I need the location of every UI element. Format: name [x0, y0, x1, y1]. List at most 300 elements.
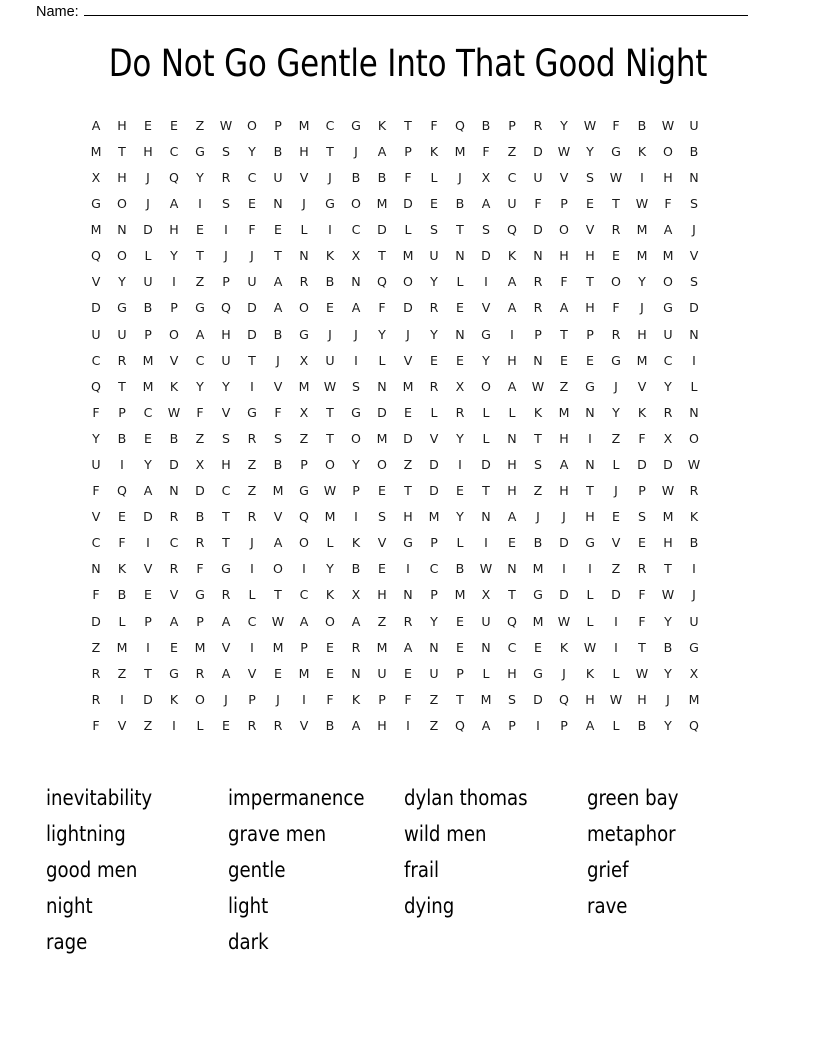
grid-cell[interactable]: W [557, 613, 571, 629]
grid-cell[interactable]: Z [195, 274, 205, 290]
grid-cell[interactable]: O [273, 561, 283, 577]
grid-cell[interactable]: G [247, 404, 257, 420]
grid-cell[interactable]: R [247, 717, 257, 733]
grid-cell[interactable]: E [326, 665, 334, 681]
grid-cell[interactable]: Y [560, 117, 568, 133]
grid-cell[interactable]: P [248, 691, 256, 707]
grid-cell[interactable]: L [482, 430, 490, 446]
grid-cell[interactable]: B [325, 274, 335, 290]
grid-cell[interactable]: M [116, 639, 128, 655]
grid-cell[interactable]: B [481, 117, 491, 133]
grid-cell[interactable]: P [456, 665, 464, 681]
grid-cell[interactable]: P [560, 196, 568, 212]
grid-cell[interactable]: P [196, 613, 204, 629]
grid-cell[interactable]: B [273, 456, 283, 472]
grid-cell[interactable]: Z [247, 483, 257, 499]
grid-cell[interactable]: I [692, 561, 696, 577]
grid-cell[interactable]: H [377, 717, 387, 733]
grid-cell[interactable]: W [531, 378, 545, 394]
grid-cell[interactable]: P [638, 483, 646, 499]
grid-cell[interactable]: U [429, 248, 439, 264]
grid-cell[interactable]: F [92, 483, 100, 499]
grid-cell[interactable]: I [198, 196, 202, 212]
grid-cell[interactable]: R [247, 430, 257, 446]
grid-cell[interactable]: M [454, 587, 466, 603]
grid-cell[interactable]: E [586, 352, 594, 368]
grid-cell[interactable]: K [169, 378, 179, 394]
grid-cell[interactable]: L [430, 169, 438, 185]
grid-cell[interactable]: F [612, 300, 620, 316]
grid-cell[interactable]: I [120, 456, 124, 472]
grid-cell[interactable]: Y [92, 430, 100, 446]
grid-cell[interactable]: Q [299, 509, 309, 525]
grid-cell[interactable]: C [663, 352, 673, 368]
grid-cell[interactable]: H [637, 326, 647, 342]
grid-cell[interactable]: F [534, 196, 542, 212]
grid-cell[interactable]: N [351, 665, 361, 681]
grid-cell[interactable]: N [689, 326, 699, 342]
grid-cell[interactable]: T [118, 143, 126, 159]
grid-cell[interactable]: G [585, 535, 595, 551]
grid-cell[interactable]: E [534, 639, 542, 655]
grid-cell[interactable]: N [585, 404, 595, 420]
grid-cell[interactable]: L [378, 352, 386, 368]
grid-cell[interactable]: Z [91, 639, 101, 655]
grid-cell[interactable]: Y [664, 717, 672, 733]
grid-cell[interactable]: M [324, 509, 336, 525]
grid-cell[interactable]: H [169, 222, 179, 238]
grid-cell[interactable]: K [117, 561, 127, 577]
grid-cell[interactable]: I [614, 639, 618, 655]
grid-cell[interactable]: Q [507, 613, 517, 629]
grid-cell[interactable]: I [484, 274, 488, 290]
grid-cell[interactable]: E [326, 639, 334, 655]
grid-cell[interactable]: K [377, 117, 387, 133]
grid-cell[interactable]: V [169, 352, 179, 368]
grid-cell[interactable]: L [248, 587, 256, 603]
grid-cell[interactable]: I [120, 691, 124, 707]
grid-cell[interactable]: E [170, 117, 178, 133]
grid-cell[interactable]: A [169, 196, 179, 212]
grid-cell[interactable]: F [196, 561, 204, 577]
grid-cell[interactable]: U [481, 613, 491, 629]
grid-cell[interactable]: Q [169, 169, 179, 185]
grid-cell[interactable]: N [481, 509, 491, 525]
grid-cell[interactable]: Y [144, 456, 152, 472]
grid-cell[interactable]: V [559, 169, 569, 185]
grid-cell[interactable]: V [481, 300, 491, 316]
grid-cell[interactable]: T [456, 222, 464, 238]
grid-cell[interactable]: R [611, 222, 621, 238]
grid-cell[interactable]: R [91, 691, 101, 707]
grid-cell[interactable]: C [351, 222, 361, 238]
grid-cell[interactable]: Q [117, 483, 127, 499]
grid-cell[interactable]: B [169, 430, 179, 446]
grid-cell[interactable]: W [557, 143, 571, 159]
grid-cell[interactable]: G [299, 483, 309, 499]
grid-cell[interactable]: R [195, 665, 205, 681]
grid-cell[interactable]: L [300, 222, 308, 238]
grid-cell[interactable]: N [455, 248, 465, 264]
grid-cell[interactable]: M [558, 404, 570, 420]
grid-cell[interactable]: I [354, 352, 358, 368]
grid-cell[interactable]: J [354, 143, 358, 159]
grid-cell[interactable]: G [169, 665, 179, 681]
grid-cell[interactable]: G [533, 587, 543, 603]
grid-cell[interactable]: U [273, 169, 283, 185]
grid-cell[interactable]: J [692, 222, 696, 238]
grid-cell[interactable]: P [170, 300, 178, 316]
grid-cell[interactable]: M [428, 509, 440, 525]
grid-cell[interactable]: L [612, 717, 620, 733]
grid-cell[interactable]: B [143, 300, 153, 316]
grid-cell[interactable]: R [299, 274, 309, 290]
grid-cell[interactable]: G [481, 326, 491, 342]
grid-cell[interactable]: D [403, 300, 413, 316]
grid-cell[interactable]: I [588, 561, 592, 577]
grid-cell[interactable]: N [429, 639, 439, 655]
grid-cell[interactable]: T [222, 509, 230, 525]
grid-cell[interactable]: D [143, 691, 153, 707]
grid-cell[interactable]: L [404, 222, 412, 238]
grid-cell[interactable]: T [274, 248, 282, 264]
grid-cell[interactable]: W [635, 665, 649, 681]
grid-cell[interactable]: G [689, 639, 699, 655]
grid-cell[interactable]: E [274, 222, 282, 238]
grid-cell[interactable]: E [508, 535, 516, 551]
grid-cell[interactable]: X [455, 378, 465, 394]
grid-cell[interactable]: M [662, 509, 674, 525]
grid-cell[interactable]: G [533, 665, 543, 681]
grid-cell[interactable]: A [559, 456, 569, 472]
grid-cell[interactable]: Y [430, 326, 438, 342]
grid-cell[interactable]: M [454, 143, 466, 159]
grid-cell[interactable]: F [664, 196, 672, 212]
grid-cell[interactable]: V [299, 717, 309, 733]
grid-cell[interactable]: G [663, 300, 673, 316]
grid-cell[interactable]: D [91, 613, 101, 629]
grid-cell[interactable]: R [689, 483, 699, 499]
grid-cell[interactable]: O [559, 222, 569, 238]
grid-cell[interactable]: D [169, 456, 179, 472]
grid-cell[interactable]: R [169, 561, 179, 577]
grid-cell[interactable]: M [480, 691, 492, 707]
grid-cell[interactable]: W [583, 117, 597, 133]
grid-cell[interactable]: Z [559, 378, 569, 394]
grid-cell[interactable]: R [247, 509, 257, 525]
grid-cell[interactable]: W [687, 456, 701, 472]
grid-cell[interactable]: E [378, 483, 386, 499]
grid-cell[interactable]: L [144, 248, 152, 264]
grid-cell[interactable]: L [456, 535, 464, 551]
grid-cell[interactable]: N [507, 430, 517, 446]
grid-cell[interactable]: Y [248, 143, 256, 159]
grid-cell[interactable]: I [224, 222, 228, 238]
grid-cell[interactable]: E [430, 352, 438, 368]
grid-cell[interactable]: P [300, 456, 308, 472]
grid-cell[interactable]: Y [612, 404, 620, 420]
grid-cell[interactable]: F [638, 587, 646, 603]
grid-cell[interactable]: J [146, 196, 150, 212]
grid-cell[interactable]: I [458, 456, 462, 472]
grid-cell[interactable]: D [533, 691, 543, 707]
grid-cell[interactable]: A [221, 613, 231, 629]
grid-cell[interactable]: W [323, 378, 337, 394]
grid-cell[interactable]: B [533, 535, 543, 551]
grid-cell[interactable]: H [403, 509, 413, 525]
grid-cell[interactable]: A [273, 535, 283, 551]
grid-cell[interactable]: H [507, 456, 517, 472]
grid-cell[interactable]: W [661, 587, 675, 603]
grid-cell[interactable]: R [169, 509, 179, 525]
grid-cell[interactable]: I [510, 326, 514, 342]
grid-cell[interactable]: H [221, 326, 231, 342]
grid-cell[interactable]: T [404, 483, 412, 499]
grid-cell[interactable]: A [585, 717, 595, 733]
grid-cell[interactable]: A [195, 326, 205, 342]
grid-cell[interactable]: C [169, 535, 179, 551]
grid-cell[interactable]: P [430, 535, 438, 551]
grid-cell[interactable]: W [609, 691, 623, 707]
grid-cell[interactable]: O [195, 691, 205, 707]
grid-cell[interactable]: A [169, 613, 179, 629]
grid-cell[interactable]: E [118, 509, 126, 525]
grid-cell[interactable]: R [351, 639, 361, 655]
grid-cell[interactable]: J [640, 300, 644, 316]
grid-cell[interactable]: H [117, 169, 127, 185]
grid-cell[interactable]: J [302, 196, 306, 212]
grid-cell[interactable]: Y [456, 509, 464, 525]
grid-cell[interactable]: W [271, 613, 285, 629]
grid-cell[interactable]: X [195, 456, 205, 472]
grid-cell[interactable]: A [351, 717, 361, 733]
grid-cell[interactable]: N [689, 404, 699, 420]
grid-cell[interactable]: Q [91, 248, 101, 264]
grid-cell[interactable]: F [404, 169, 412, 185]
grid-cell[interactable]: O [351, 430, 361, 446]
grid-cell[interactable]: E [560, 352, 568, 368]
grid-cell[interactable]: L [612, 665, 620, 681]
grid-cell[interactable]: J [250, 248, 254, 264]
grid-cell[interactable]: R [221, 587, 231, 603]
grid-cell[interactable]: O [403, 274, 413, 290]
grid-cell[interactable]: Y [586, 143, 594, 159]
grid-cell[interactable]: M [298, 378, 310, 394]
grid-cell[interactable]: Z [429, 717, 439, 733]
grid-cell[interactable]: B [689, 535, 699, 551]
grid-cell[interactable]: F [612, 117, 620, 133]
grid-cell[interactable]: C [221, 483, 231, 499]
grid-cell[interactable]: D [481, 456, 491, 472]
grid-cell[interactable]: T [586, 274, 594, 290]
grid-cell[interactable]: R [273, 717, 283, 733]
grid-cell[interactable]: H [117, 117, 127, 133]
grid-cell[interactable]: C [169, 143, 179, 159]
grid-cell[interactable]: D [533, 143, 543, 159]
grid-cell[interactable]: X [299, 404, 309, 420]
grid-cell[interactable]: X [481, 587, 491, 603]
grid-cell[interactable]: T [326, 430, 334, 446]
grid-cell[interactable]: S [586, 169, 594, 185]
grid-cell[interactable]: I [536, 717, 540, 733]
grid-cell[interactable]: J [536, 509, 540, 525]
grid-cell[interactable]: I [640, 169, 644, 185]
grid-cell[interactable]: J [146, 169, 150, 185]
name-blank-line[interactable] [84, 2, 748, 16]
grid-cell[interactable]: U [91, 326, 101, 342]
grid-cell[interactable]: E [638, 535, 646, 551]
grid-cell[interactable]: N [533, 248, 543, 264]
grid-cell[interactable]: V [273, 378, 283, 394]
grid-cell[interactable]: B [273, 326, 283, 342]
grid-cell[interactable]: E [144, 430, 152, 446]
grid-cell[interactable]: O [247, 117, 257, 133]
grid-cell[interactable]: W [479, 561, 493, 577]
grid-cell[interactable]: I [250, 561, 254, 577]
grid-cell[interactable]: M [532, 613, 544, 629]
grid-cell[interactable]: Q [455, 717, 465, 733]
grid-cell[interactable]: P [118, 404, 126, 420]
grid-cell[interactable]: E [612, 509, 620, 525]
grid-cell[interactable]: N [455, 326, 465, 342]
grid-cell[interactable]: C [247, 613, 257, 629]
grid-cell[interactable]: J [276, 691, 280, 707]
grid-cell[interactable]: I [146, 639, 150, 655]
grid-cell[interactable]: Z [299, 430, 309, 446]
grid-cell[interactable]: D [559, 587, 569, 603]
grid-cell[interactable]: A [481, 717, 491, 733]
grid-cell[interactable]: B [689, 143, 699, 159]
grid-cell[interactable]: F [248, 222, 256, 238]
grid-cell[interactable]: H [585, 248, 595, 264]
grid-cell[interactable]: A [351, 613, 361, 629]
grid-cell[interactable]: D [91, 300, 101, 316]
grid-cell[interactable]: H [663, 535, 673, 551]
grid-cell[interactable]: S [222, 143, 230, 159]
grid-cell[interactable]: P [352, 483, 360, 499]
grid-cell[interactable]: L [482, 665, 490, 681]
grid-cell[interactable]: D [663, 456, 673, 472]
grid-cell[interactable]: L [482, 404, 490, 420]
grid-cell[interactable]: I [172, 717, 176, 733]
grid-cell[interactable]: G [91, 196, 101, 212]
grid-cell[interactable]: Y [638, 274, 646, 290]
grid-cell[interactable]: D [481, 248, 491, 264]
grid-cell[interactable]: M [90, 222, 102, 238]
grid-cell[interactable]: O [663, 274, 673, 290]
grid-cell[interactable]: N [689, 169, 699, 185]
grid-cell[interactable]: R [663, 404, 673, 420]
grid-cell[interactable]: S [430, 222, 438, 238]
grid-cell[interactable]: T [274, 587, 282, 603]
grid-cell[interactable]: V [585, 222, 595, 238]
grid-cell[interactable]: E [456, 300, 464, 316]
grid-cell[interactable]: G [195, 587, 205, 603]
grid-cell[interactable]: I [146, 535, 150, 551]
grid-cell[interactable]: I [250, 378, 254, 394]
grid-cell[interactable]: P [378, 691, 386, 707]
grid-cell[interactable]: L [118, 613, 126, 629]
grid-cell[interactable]: Y [456, 430, 464, 446]
grid-cell[interactable]: Y [326, 561, 334, 577]
grid-cell[interactable]: J [406, 326, 410, 342]
grid-cell[interactable]: O [377, 456, 387, 472]
grid-cell[interactable]: M [376, 430, 388, 446]
grid-cell[interactable]: U [325, 352, 335, 368]
grid-cell[interactable]: A [507, 300, 517, 316]
grid-cell[interactable]: F [118, 535, 126, 551]
grid-cell[interactable]: N [299, 248, 309, 264]
grid-cell[interactable]: M [272, 483, 284, 499]
grid-cell[interactable]: G [611, 352, 621, 368]
grid-cell[interactable]: Z [143, 717, 153, 733]
grid-cell[interactable]: Y [196, 378, 204, 394]
grid-cell[interactable]: N [169, 483, 179, 499]
grid-cell[interactable]: Y [378, 326, 386, 342]
grid-cell[interactable]: J [562, 509, 566, 525]
grid-cell[interactable]: S [690, 274, 698, 290]
grid-cell[interactable]: X [481, 169, 491, 185]
grid-cell[interactable]: R [455, 404, 465, 420]
grid-cell[interactable]: K [559, 639, 569, 655]
grid-cell[interactable]: T [482, 483, 490, 499]
grid-cell[interactable]: E [144, 117, 152, 133]
grid-cell[interactable]: I [406, 561, 410, 577]
grid-cell[interactable]: E [144, 587, 152, 603]
grid-cell[interactable]: F [638, 430, 646, 446]
grid-cell[interactable]: V [221, 404, 231, 420]
grid-cell[interactable]: V [117, 717, 127, 733]
grid-cell[interactable]: P [222, 274, 230, 290]
grid-cell[interactable]: U [247, 274, 257, 290]
grid-cell[interactable]: F [378, 300, 386, 316]
grid-cell[interactable]: Y [664, 613, 672, 629]
grid-cell[interactable]: M [402, 248, 414, 264]
grid-cell[interactable]: W [219, 117, 233, 133]
grid-cell[interactable]: G [585, 378, 595, 394]
grid-cell[interactable]: L [456, 274, 464, 290]
grid-cell[interactable]: G [325, 196, 335, 212]
grid-cell[interactable]: U [117, 326, 127, 342]
grid-cell[interactable]: Q [689, 717, 699, 733]
grid-cell[interactable]: M [90, 143, 102, 159]
grid-cell[interactable]: P [534, 326, 542, 342]
grid-cell[interactable]: N [273, 196, 283, 212]
grid-cell[interactable]: W [323, 483, 337, 499]
grid-cell[interactable]: P [404, 143, 412, 159]
grid-cell[interactable]: E [222, 717, 230, 733]
grid-cell[interactable]: Y [118, 274, 126, 290]
grid-cell[interactable]: B [637, 117, 647, 133]
grid-cell[interactable]: U [689, 613, 699, 629]
grid-cell[interactable]: J [666, 691, 670, 707]
grid-cell[interactable]: V [637, 378, 647, 394]
grid-cell[interactable]: I [250, 639, 254, 655]
grid-cell[interactable]: L [690, 378, 698, 394]
grid-cell[interactable]: A [507, 509, 517, 525]
grid-cell[interactable]: H [221, 456, 231, 472]
grid-cell[interactable]: S [352, 378, 360, 394]
grid-cell[interactable]: Y [664, 378, 672, 394]
grid-cell[interactable]: X [351, 248, 361, 264]
grid-cell[interactable]: L [196, 717, 204, 733]
grid-cell[interactable]: U [429, 665, 439, 681]
grid-cell[interactable]: I [484, 535, 488, 551]
grid-cell[interactable]: U [533, 169, 543, 185]
grid-cell[interactable]: D [403, 196, 413, 212]
grid-cell[interactable]: R [403, 613, 413, 629]
grid-cell[interactable]: B [455, 561, 465, 577]
